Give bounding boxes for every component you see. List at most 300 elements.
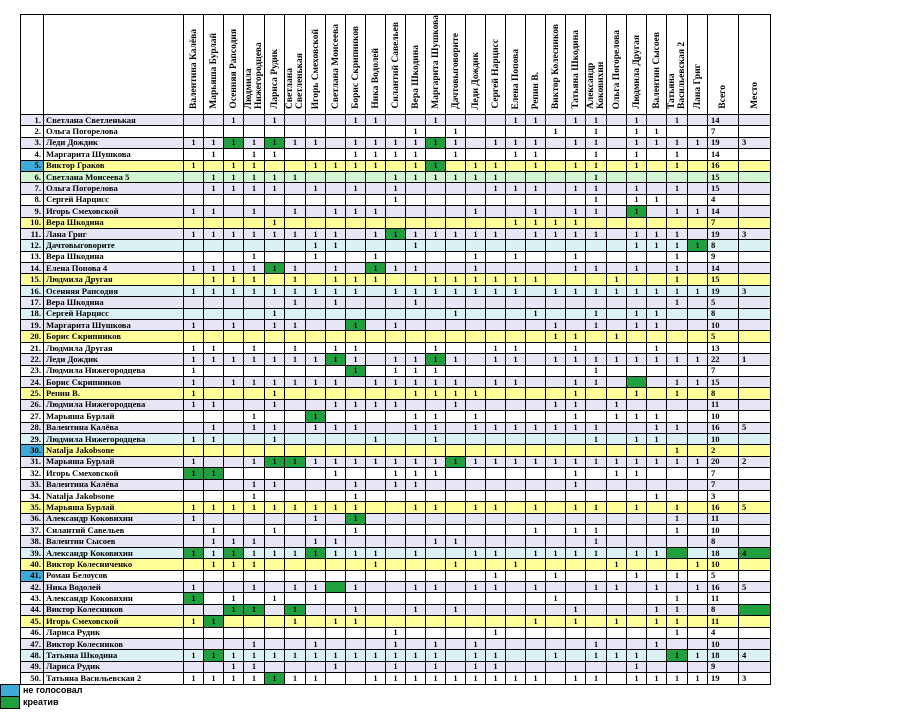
vote-cell (688, 479, 708, 490)
vote-cell (647, 376, 667, 387)
vote-cell: 1 (224, 171, 244, 182)
vote-cell: 1 (224, 137, 244, 148)
row-place (739, 251, 771, 262)
vote-cell (204, 582, 224, 593)
vote-cell (688, 320, 708, 331)
vote-cell (184, 297, 204, 308)
vote-cell (204, 627, 224, 638)
vote-cell (306, 331, 326, 342)
vote-cell: 1 (204, 171, 224, 182)
row-total: 15 (708, 376, 739, 387)
vote-cell (667, 490, 688, 501)
vote-cell (265, 559, 285, 570)
vote-cell: 1 (366, 376, 386, 387)
vote-cell: 1 (386, 650, 406, 661)
vote-cell (346, 433, 366, 444)
vote-cell: 1 (285, 547, 306, 558)
vote-cell (546, 582, 566, 593)
vote-cell (466, 354, 486, 365)
vote-cell: 1 (627, 183, 647, 194)
row-author-name: Виктор Колесников (44, 604, 184, 615)
vote-cell (406, 115, 426, 126)
row-place (739, 559, 771, 570)
vote-cell (285, 536, 306, 547)
vote-cell (647, 274, 667, 285)
vote-cell (184, 251, 204, 262)
vote-cell (526, 194, 546, 205)
row-place: 1 (739, 354, 771, 365)
vote-cell (506, 399, 526, 410)
vote-cell (265, 604, 285, 615)
vote-cell (244, 308, 265, 319)
row-number: 24. (21, 376, 44, 387)
vote-cell: 1 (224, 160, 244, 171)
vote-cell: 1 (386, 183, 406, 194)
vote-cell (647, 650, 667, 661)
vote-cell: 1 (486, 274, 506, 285)
vote-cell: 1 (667, 593, 688, 604)
vote-cell (627, 604, 647, 615)
vote-cell (346, 536, 366, 547)
vote-cell (366, 490, 386, 501)
voting-table-container (20, 14, 771, 685)
vote-cell: 1 (506, 673, 526, 684)
vote-cell (607, 183, 627, 194)
vote-cell (306, 604, 326, 615)
vote-cell (546, 411, 566, 422)
vote-cell (204, 160, 224, 171)
vote-cell (566, 582, 586, 593)
row-number: 1. (21, 115, 44, 126)
vote-cell (366, 479, 386, 490)
vote-cell (688, 411, 708, 422)
vote-cell: 1 (586, 365, 607, 376)
vote-cell (526, 604, 546, 615)
vote-cell: 1 (607, 331, 627, 342)
vote-cell (265, 468, 285, 479)
vote-cell (566, 490, 586, 501)
vote-cell: 1 (526, 217, 546, 228)
vote-cell (466, 570, 486, 581)
row-number: 50. (21, 673, 44, 684)
vote-cell (486, 388, 506, 399)
vote-cell (244, 399, 265, 410)
vote-cell (346, 331, 366, 342)
vote-cell (586, 240, 607, 251)
vote-cell: 1 (326, 285, 346, 296)
vote-cell (406, 217, 426, 228)
vote-cell: 1 (667, 115, 688, 126)
table-row (21, 194, 771, 205)
vote-cell (224, 525, 244, 536)
vote-cell: 1 (326, 502, 346, 513)
vote-cell (265, 536, 285, 547)
vote-cell (386, 308, 406, 319)
vote-cell: 1 (265, 376, 285, 387)
vote-cell: 1 (526, 115, 546, 126)
vote-cell: 1 (506, 149, 526, 160)
vote-cell (446, 365, 466, 376)
vote-cell (285, 388, 306, 399)
table-row (21, 650, 771, 661)
vote-cell (426, 183, 446, 194)
vote-cell: 1 (306, 251, 326, 262)
vote-cell (285, 559, 306, 570)
vote-cell (285, 149, 306, 160)
vote-cell (366, 616, 386, 627)
row-number: 48. (21, 650, 44, 661)
vote-cell: 1 (285, 274, 306, 285)
vote-cell: 1 (486, 160, 506, 171)
vote-cell (546, 171, 566, 182)
row-author-name: Людмила Нижегородцева (44, 365, 184, 376)
vote-cell (667, 217, 688, 228)
table-row (21, 479, 771, 490)
vote-cell: 1 (265, 115, 285, 126)
vote-cell (446, 525, 466, 536)
table-row (21, 525, 771, 536)
vote-cell (366, 502, 386, 513)
vote-cell: 1 (386, 285, 406, 296)
vote-cell (224, 240, 244, 251)
vote-cell (204, 661, 224, 672)
vote-cell (526, 297, 546, 308)
vote-cell (627, 593, 647, 604)
vote-cell (607, 160, 627, 171)
vote-cell (466, 593, 486, 604)
vote-cell (546, 388, 566, 399)
vote-cell (446, 616, 466, 627)
vote-cell (446, 263, 466, 274)
vote-cell (346, 661, 366, 672)
vote-cell (466, 433, 486, 444)
vote-cell (285, 468, 306, 479)
vote-cell (406, 661, 426, 672)
vote-cell: 1 (688, 559, 708, 570)
vote-cell: 1 (184, 354, 204, 365)
vote-cell (204, 411, 224, 422)
vote-cell (306, 479, 326, 490)
vote-cell (607, 308, 627, 319)
vote-cell (306, 433, 326, 444)
vote-cell: 1 (386, 137, 406, 148)
vote-cell: 1 (285, 604, 306, 615)
vote-cell (224, 411, 244, 422)
vote-cell (366, 126, 386, 137)
vote-cell: 1 (285, 342, 306, 353)
vote-cell: 1 (466, 171, 486, 182)
row-author-name: Игорь Смеховской (44, 206, 184, 217)
vote-cell: 1 (506, 354, 526, 365)
vote-cell (184, 171, 204, 182)
vote-cell (526, 638, 546, 649)
row-author-name: Виктор Колесниченко (44, 559, 184, 570)
vote-cell: 1 (526, 547, 546, 558)
vote-cell: 1 (586, 194, 607, 205)
table-row (21, 468, 771, 479)
vote-cell: 1 (366, 137, 386, 148)
vote-cell (204, 604, 224, 615)
vote-cell: 1 (667, 206, 688, 217)
vote-cell (647, 468, 667, 479)
vote-cell (306, 263, 326, 274)
header-voter: Сергей Нарцисс (486, 15, 506, 115)
vote-cell (486, 308, 506, 319)
vote-cell (607, 263, 627, 274)
vote-cell (224, 331, 244, 342)
vote-cell: 1 (506, 137, 526, 148)
vote-cell (446, 547, 466, 558)
vote-cell: 1 (446, 604, 466, 615)
vote-cell (688, 228, 708, 239)
vote-cell: 1 (406, 479, 426, 490)
row-author-name: Светлана Моисеева 5 (44, 171, 184, 182)
vote-cell: 1 (586, 673, 607, 684)
row-total: 15 (708, 171, 739, 182)
row-place (739, 536, 771, 547)
vote-cell: 1 (366, 433, 386, 444)
vote-cell (366, 627, 386, 638)
vote-cell (466, 240, 486, 251)
vote-cell: 1 (667, 274, 688, 285)
vote-cell (366, 171, 386, 182)
vote-cell (406, 525, 426, 536)
vote-cell (285, 331, 306, 342)
row-number: 44. (21, 604, 44, 615)
vote-cell (346, 376, 366, 387)
vote-cell (386, 570, 406, 581)
vote-cell (406, 308, 426, 319)
vote-cell (566, 171, 586, 182)
vote-cell: 1 (506, 422, 526, 433)
vote-cell: 1 (607, 559, 627, 570)
vote-cell (486, 115, 506, 126)
vote-cell: 1 (426, 673, 446, 684)
vote-cell (285, 217, 306, 228)
vote-cell (346, 638, 366, 649)
vote-cell (406, 206, 426, 217)
vote-cell (386, 411, 406, 422)
vote-cell (346, 468, 366, 479)
vote-cell: 1 (466, 285, 486, 296)
vote-cell: 1 (406, 160, 426, 171)
vote-cell (326, 570, 346, 581)
vote-cell (607, 604, 627, 615)
vote-cell: 1 (386, 376, 406, 387)
vote-cell: 1 (366, 263, 386, 274)
vote-cell: 1 (688, 206, 708, 217)
vote-cell (406, 433, 426, 444)
vote-cell: 1 (244, 274, 265, 285)
vote-cell (486, 251, 506, 262)
vote-cell (204, 638, 224, 649)
vote-cell: 1 (285, 320, 306, 331)
vote-cell (526, 433, 546, 444)
vote-cell (184, 627, 204, 638)
vote-cell: 1 (285, 228, 306, 239)
vote-cell: 1 (244, 376, 265, 387)
vote-cell (607, 376, 627, 387)
vote-cell (546, 263, 566, 274)
vote-cell (506, 171, 526, 182)
row-author-name: Леди Дождик (44, 137, 184, 148)
vote-cell (446, 422, 466, 433)
row-total: 10 (708, 559, 739, 570)
vote-cell: 1 (586, 638, 607, 649)
vote-cell (688, 661, 708, 672)
vote-cell (627, 331, 647, 342)
vote-cell: 1 (526, 206, 546, 217)
table-row (21, 354, 771, 365)
vote-cell: 1 (244, 411, 265, 422)
vote-cell (586, 468, 607, 479)
vote-cell (306, 217, 326, 228)
table-row (21, 513, 771, 524)
vote-cell: 1 (566, 183, 586, 194)
vote-cell: 1 (566, 422, 586, 433)
row-place: 4 (739, 547, 771, 558)
row-number: 27. (21, 411, 44, 422)
vote-cell: 1 (566, 331, 586, 342)
row-total: 14 (708, 263, 739, 274)
row-author-name: Лариса Рудик (44, 661, 184, 672)
vote-cell (224, 468, 244, 479)
vote-cell (265, 490, 285, 501)
vote-cell: 1 (426, 456, 446, 467)
vote-cell (546, 468, 566, 479)
vote-cell: 1 (426, 115, 446, 126)
vote-cell: 1 (346, 490, 366, 501)
vote-cell: 1 (346, 365, 366, 376)
vote-cell: 1 (406, 422, 426, 433)
row-author-name: Вера Шкодина (44, 217, 184, 228)
vote-cell (486, 536, 506, 547)
vote-cell (647, 206, 667, 217)
row-place (739, 308, 771, 319)
vote-cell (426, 547, 446, 558)
vote-cell: 1 (566, 604, 586, 615)
vote-cell (446, 661, 466, 672)
table-row (21, 661, 771, 672)
table-row (21, 126, 771, 137)
vote-cell (647, 388, 667, 399)
vote-cell: 1 (667, 627, 688, 638)
vote-cell (265, 194, 285, 205)
vote-cell: 1 (366, 673, 386, 684)
vote-cell (546, 342, 566, 353)
vote-cell (688, 433, 708, 444)
vote-cell: 1 (204, 399, 224, 410)
vote-cell (204, 513, 224, 524)
vote-cell (346, 228, 366, 239)
vote-cell: 1 (285, 263, 306, 274)
vote-cell (526, 627, 546, 638)
vote-cell (667, 399, 688, 410)
vote-cell: 1 (244, 536, 265, 547)
vote-cell: 1 (426, 661, 446, 672)
row-total: 7 (708, 126, 739, 137)
vote-cell: 1 (426, 536, 446, 547)
row-total: 18 (708, 650, 739, 661)
vote-cell (446, 650, 466, 661)
vote-cell: 1 (466, 502, 486, 513)
vote-cell: 1 (627, 194, 647, 205)
table-row (21, 137, 771, 148)
vote-cell (446, 342, 466, 353)
vote-cell (326, 365, 346, 376)
row-place (739, 194, 771, 205)
vote-cell (346, 593, 366, 604)
vote-cell (386, 582, 406, 593)
vote-cell: 1 (244, 673, 265, 684)
vote-cell (607, 217, 627, 228)
vote-cell: 1 (426, 411, 446, 422)
vote-cell (486, 433, 506, 444)
row-author-name: Светлана Светленькая (44, 115, 184, 126)
vote-cell (688, 468, 708, 479)
vote-cell (627, 490, 647, 501)
vote-cell: 1 (446, 376, 466, 387)
vote-cell: 1 (326, 274, 346, 285)
vote-cell: 1 (285, 616, 306, 627)
vote-cell: 1 (667, 616, 688, 627)
vote-cell: 1 (244, 183, 265, 194)
vote-cell: 1 (366, 650, 386, 661)
vote-cell (546, 240, 566, 251)
vote-cell (667, 342, 688, 353)
vote-cell (224, 251, 244, 262)
header-voter: Ника Водолей (366, 15, 386, 115)
vote-cell: 1 (667, 513, 688, 524)
vote-cell (204, 297, 224, 308)
vote-cell: 1 (566, 160, 586, 171)
vote-cell: 1 (586, 126, 607, 137)
vote-cell: 1 (627, 206, 647, 217)
vote-cell (526, 126, 546, 137)
vote-cell (386, 445, 406, 456)
row-author-name: Людмила Другая (44, 274, 184, 285)
vote-cell (466, 445, 486, 456)
vote-cell: 1 (627, 160, 647, 171)
vote-cell: 1 (627, 126, 647, 137)
vote-cell (366, 240, 386, 251)
vote-cell (607, 137, 627, 148)
legend-item (0, 684, 82, 696)
vote-cell (607, 149, 627, 160)
vote-cell: 1 (627, 354, 647, 365)
vote-cell: 1 (466, 411, 486, 422)
vote-cell (647, 559, 667, 570)
vote-cell: 1 (586, 433, 607, 444)
vote-cell: 1 (627, 502, 647, 513)
row-author-name: Елена Попова 4 (44, 263, 184, 274)
row-total: 16 (708, 160, 739, 171)
vote-cell: 1 (506, 285, 526, 296)
vote-cell: 1 (688, 456, 708, 467)
vote-cell (406, 194, 426, 205)
vote-cell: 1 (486, 422, 506, 433)
vote-cell: 1 (204, 137, 224, 148)
vote-cell: 1 (506, 115, 526, 126)
vote-cell (386, 240, 406, 251)
vote-cell (386, 490, 406, 501)
vote-cell (688, 171, 708, 182)
vote-cell: 1 (586, 536, 607, 547)
vote-cell (204, 308, 224, 319)
vote-cell (346, 126, 366, 137)
vote-cell: 1 (627, 673, 647, 684)
vote-cell: 1 (306, 638, 326, 649)
